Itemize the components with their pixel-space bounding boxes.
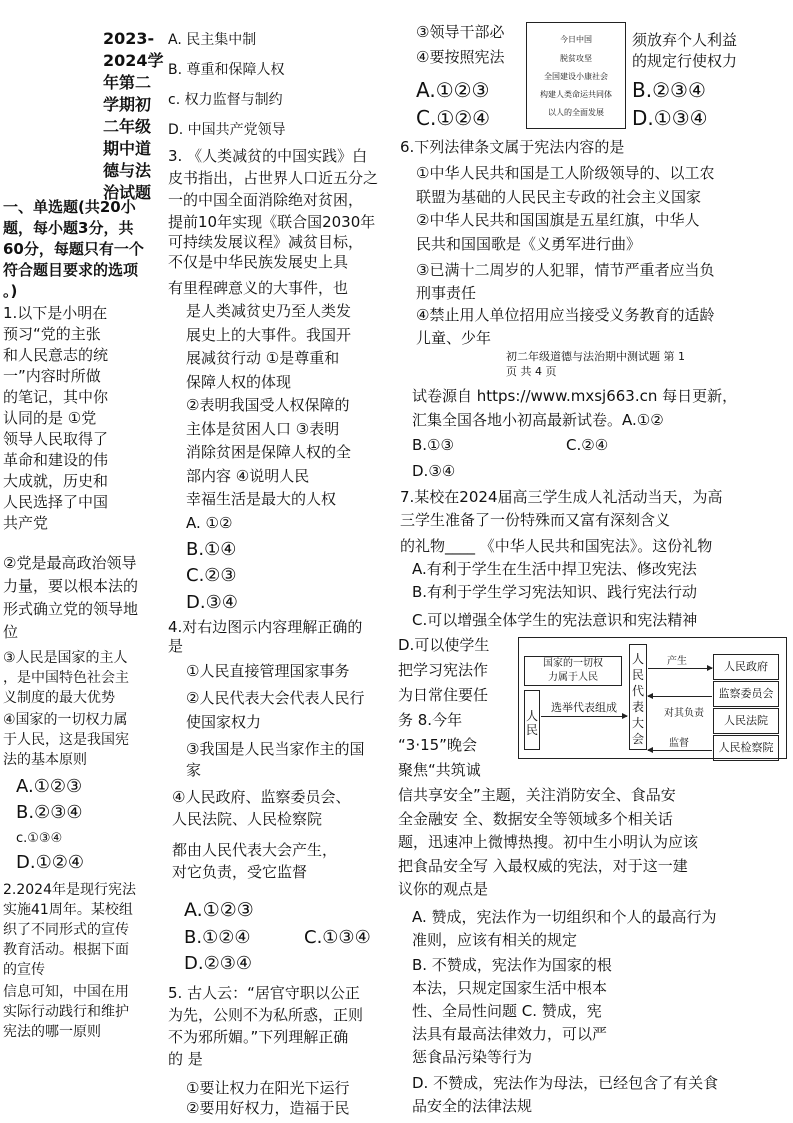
- q4-statement-4: [172, 786, 350, 830]
- text-line: 展史上的大事件。我国开: [186, 325, 352, 344]
- text-line: 儿童、少年: [416, 329, 492, 347]
- q3-option-a[interactable]: A. ①②: [186, 514, 233, 532]
- text-line: 主体是贫困人口 ③表明: [186, 419, 340, 438]
- q6-statement-3: [416, 259, 714, 305]
- q1-statement-4: [3, 710, 129, 770]
- q5-option-b[interactable]: B.②③④: [632, 78, 706, 102]
- q5-statement-2: ②要用好权力，造福于民: [186, 1099, 350, 1117]
- text-line: 力量，要以根本法的: [3, 577, 139, 595]
- text-line: 法的基本原则: [3, 752, 87, 768]
- q8-option-d[interactable]: [412, 1072, 718, 1118]
- text-line: D.可以使学生: [398, 636, 490, 654]
- q3-option-b[interactable]: B.①④: [186, 539, 237, 560]
- q7-option-c[interactable]: C.可以增强全体学生的宪法意识和宪法精神: [412, 611, 698, 629]
- q6-statement-2: [416, 208, 699, 256]
- q2-option-d[interactable]: D. 中国共产党领导: [168, 122, 286, 138]
- diagram-npc-box: [629, 644, 647, 750]
- text-line: 和人民意志的统: [3, 346, 109, 364]
- text-line: 聚焦“共筑诚: [398, 761, 481, 779]
- text-line: 家: [186, 761, 202, 779]
- question-2: [3, 880, 136, 980]
- diagram-election-label: 选举代表组成: [551, 701, 617, 714]
- poster-line: 全国建设小康社会: [544, 72, 608, 81]
- text-line: 准则，应该有相关的规定: [412, 931, 578, 949]
- text-line: 教育活动。根据下面: [3, 942, 129, 958]
- text-line: 信共享安全”主题，关注消防安全、食品安: [398, 786, 676, 804]
- q1-option-b[interactable]: B.②③④: [16, 802, 83, 823]
- title-line: 德与法: [103, 161, 152, 180]
- text-line: 题，迅速冲上微博热搜。初中生小明认为应该: [398, 833, 699, 851]
- q6-option-c[interactable]: C.②④: [566, 436, 609, 454]
- diagram-responsible-label: 对其负责: [664, 708, 704, 719]
- q4-statement-3: [186, 739, 364, 781]
- text-line: 人民检察院: [713, 735, 779, 761]
- q6-option-b[interactable]: B.①③: [412, 436, 454, 454]
- q1-option-c[interactable]: c.①③④: [16, 831, 63, 846]
- question-4: [168, 618, 362, 656]
- text-line: 联盟为基础的人民民主专政的社会主义国家: [416, 188, 702, 206]
- title-line: 期中道: [103, 139, 152, 158]
- q8-option-b-c[interactable]: [412, 954, 612, 1069]
- text-line: 义制度的最大优势: [3, 690, 115, 706]
- text-line: 1.以下是小明在: [3, 304, 108, 322]
- poster-line: 今日中国: [560, 35, 592, 44]
- question-5: [168, 982, 363, 1070]
- text-line: 保障人权的体现: [186, 372, 292, 391]
- text-line: 力属于人民: [548, 672, 598, 683]
- q4-statement-2: [186, 686, 364, 734]
- diagram-people-label: 人民: [526, 709, 539, 737]
- text-line: 不仅是中华民族发展史上具: [168, 253, 349, 271]
- text-line: 展减贫行动 ①是尊重和: [186, 349, 340, 367]
- text-line: B. 不赞成，宪法作为国家的根: [412, 956, 612, 974]
- text-line: 的宣传: [3, 962, 45, 978]
- question-3-cont2: [168, 277, 348, 300]
- text-line: ②党是最高政治领导: [3, 554, 137, 572]
- text-line: 领导人民取得了: [3, 430, 109, 448]
- text-line: ③我国是人民当家作主的国: [186, 740, 365, 758]
- text-line: 法具有最高法律效力，可以严: [412, 1025, 608, 1043]
- text-line: 消除贫困是保障人权的全: [186, 443, 352, 461]
- q1-option-a[interactable]: A.①②③: [16, 776, 83, 797]
- q8-option-a[interactable]: [412, 906, 717, 952]
- question-7-line3: 的礼物____ 《中华人民共和国宪法》。这份礼物: [400, 537, 713, 555]
- q4-statement-1: ①人民直接管理国家事务: [186, 662, 350, 680]
- text-line: ，是中国特色社会主: [3, 670, 129, 686]
- text-line: 有里程碑意义的大事件，也: [168, 279, 349, 297]
- source-note: [412, 384, 737, 432]
- q1-option-d[interactable]: D.①②④: [16, 852, 84, 873]
- q3-option-d[interactable]: D.③④: [186, 592, 238, 613]
- text-line: 人民法院: [713, 708, 779, 734]
- title-line: 年第二: [103, 73, 152, 92]
- text-line: 提前10年实现《联合国2030年: [168, 213, 376, 231]
- diagram-produce-arrow: [648, 668, 712, 669]
- diagram-produce-label: 产生: [667, 656, 687, 667]
- text-line: 可持续发展议程》减贫目标，: [168, 233, 364, 251]
- text-line: 性、全局性问题 C. 赞成，宪: [412, 1002, 602, 1020]
- text-line: ③人民是国家的主人: [3, 650, 128, 666]
- diagram-people-box: [524, 690, 540, 750]
- text-line: A. 赞成，宪法作为一切组织和个人的最高行为: [412, 908, 717, 926]
- q5-statement-3-cont: [632, 30, 737, 72]
- text-line: 大: [631, 716, 644, 730]
- section-line: 题，每小题3分，共: [3, 219, 134, 237]
- text-line: 代: [631, 684, 644, 698]
- page-footer: [506, 349, 685, 379]
- text-line: 实施41周年。某校组: [3, 902, 133, 918]
- text-line: 须放弃个人利益: [632, 31, 738, 49]
- q5-statement-4: ④要按照宪法: [416, 48, 505, 66]
- text-line: 革命和建设的伟: [3, 451, 109, 469]
- text-line: 是人类减贫史乃至人类发: [186, 302, 352, 320]
- q2-options: [168, 25, 286, 145]
- text-line: 一”内容时所做: [3, 367, 101, 385]
- text-line: 部内容 ④说明人民: [186, 466, 310, 485]
- text-line: ④人民政府、监察委员会、: [172, 788, 351, 806]
- text-line: 人: [631, 652, 644, 666]
- text-line: 一的中国全面消除绝对贫困，: [168, 191, 364, 209]
- text-line: 务 8.今年: [398, 711, 463, 729]
- q6-statement-1: [416, 161, 714, 209]
- text-line: “3·15”晚会: [398, 736, 477, 754]
- q4-option-d[interactable]: D.②③④: [184, 953, 252, 974]
- text-line: 7.某校在2024届高三学生成人礼活动当天，为高: [400, 488, 723, 506]
- text-line: 刑事责任: [416, 284, 477, 302]
- text-line: 品安全的法律法规: [412, 1097, 533, 1115]
- text-line: 的规定行使权力: [632, 52, 738, 70]
- text-line: 于人民，这是我国宪: [3, 732, 129, 748]
- text-line: 4.对右边图示内容理解正确的: [168, 618, 363, 636]
- question-3-cont: [168, 212, 375, 272]
- diagram-supervise-label: 监督: [669, 738, 689, 749]
- title-line: 学期初: [103, 95, 152, 114]
- text-line: 3. 《人类减贫的中国实践》白: [168, 147, 368, 165]
- question-1: [3, 303, 108, 534]
- text-line: 国家的一切权: [543, 658, 603, 669]
- question-8: [398, 784, 698, 902]
- poster-image: [526, 22, 626, 129]
- text-line: ①中华人民共和国是工人阶级领导的、以工农: [416, 164, 715, 182]
- text-line: 宪法的哪一原则: [3, 1024, 101, 1040]
- q2-option-b[interactable]: B. 尊重和保障人权: [168, 62, 285, 78]
- footer-line: 初二年级道德与法治期中测试题 第 1: [506, 350, 685, 363]
- q6-statement-4: [416, 304, 714, 350]
- question-2-tail: [3, 982, 129, 1042]
- q4-option-a[interactable]: A.①②③: [184, 899, 254, 921]
- text-line: 信息可知，中国在用: [3, 984, 129, 1000]
- state-power-diagram: [518, 637, 787, 759]
- text-line: 5. 古人云：“居官守职以公正: [168, 984, 360, 1002]
- q1-statement-2: [3, 552, 138, 644]
- text-line: 人民选择了中国: [3, 493, 109, 511]
- text-line: 监察委员会: [713, 681, 779, 707]
- section-line: 60分，每题只有一个: [3, 240, 144, 258]
- question-6: 6.下列法律条文属于宪法内容的是: [400, 138, 625, 156]
- q2-option-c[interactable]: c. 权力监督与制约: [168, 92, 283, 108]
- title-line: 治试题: [103, 183, 152, 202]
- section-line: 一、单选题(共20小: [3, 198, 136, 216]
- text-line: 不为邪所媚。”下列理解正确: [168, 1028, 349, 1046]
- text-line: 对它负责，受它监督: [172, 863, 308, 881]
- text-line: D. 不赞成，宪法作为母法，已经包含了有关食: [412, 1074, 719, 1092]
- text-line: 预习“党的主张: [3, 325, 101, 343]
- text-line: 会: [631, 732, 644, 746]
- q5-statement-1: ①要让权力在阳光下运行: [186, 1079, 350, 1097]
- text-line: 把学习宪法作: [398, 661, 489, 679]
- text-line: 都由人民代表大会产生，: [172, 841, 338, 859]
- text-line: 幸福生活是最大的人权: [186, 490, 337, 508]
- q4-option-b[interactable]: B.①②④: [184, 927, 251, 948]
- text-line: 人民政府: [713, 654, 779, 680]
- q7-option-a[interactable]: A.有利于学生在生活中捍卫宪法、修改宪法: [412, 560, 697, 578]
- text-line: 试卷源自 https://www.mxsj663.cn 每日更新，: [412, 387, 738, 405]
- text-line: 民: [631, 668, 644, 682]
- text-line: 位: [3, 623, 19, 641]
- text-line: 全金融安 全、数据安全等领域多个相关话: [398, 809, 673, 828]
- footer-line: 页 共 4 页: [506, 365, 557, 378]
- poster-line: 构建人类命运共同体: [540, 90, 612, 99]
- q2-option-a[interactable]: A. 民主集中制: [168, 32, 257, 48]
- poster-line: 脱贫攻坚: [560, 54, 592, 63]
- text-line: ③已满十二周岁的人犯罪，情节严重者应当负: [416, 261, 715, 279]
- text-line: 实际行动践行和维护: [3, 1004, 129, 1020]
- text-line: 的笔记，其中你: [3, 388, 109, 406]
- poster-line: 以人的全面发展: [548, 108, 604, 117]
- text-line: ④禁止用人单位招用应当接受义务教育的适龄: [416, 306, 715, 324]
- question-8-start: [398, 733, 481, 783]
- text-line: 惩食品污染等行为: [412, 1048, 533, 1066]
- text-line: 皮书指出，占世界人口近五分之: [168, 169, 379, 187]
- diagram-responsible-arrow: [648, 696, 712, 697]
- q5-option-a[interactable]: A.①②③: [416, 78, 490, 102]
- text-line: 表: [631, 700, 644, 714]
- diagram-election-arrow: [541, 716, 627, 717]
- q5-option-c[interactable]: C.①②④: [416, 106, 491, 130]
- text-line: 2.2024年是现行宪法: [3, 882, 136, 898]
- title-line: 2023-: [103, 29, 155, 48]
- text-line: 把食品安全写 入最权威的宪法，对于这一建: [398, 856, 688, 875]
- text-line: 本法，只规定国家生活中根本: [412, 979, 608, 997]
- text-line: 议你的观点是: [398, 880, 489, 898]
- text-line: ②人民代表大会代表人民行: [186, 689, 365, 707]
- q1-statement-3: [3, 648, 129, 708]
- q4-statement-5: [172, 839, 337, 883]
- text-line: 汇集全国各地小初高最新试卷。A.①②: [412, 411, 664, 429]
- text-line: 是: [168, 637, 184, 655]
- q4-option-c[interactable]: C.①③④: [304, 927, 371, 948]
- text-line: ②中华人民共和国国旗是五星红旗，中华人: [416, 211, 700, 229]
- section-line: 。): [3, 282, 18, 300]
- q5-statement-3: ③领导干部必: [416, 23, 505, 41]
- q7-option-d[interactable]: [398, 633, 489, 733]
- text-line: 形式确立党的领导地: [3, 600, 139, 618]
- text-line: ②表明我国受人权保障的: [186, 396, 350, 414]
- diagram-supervise-arrow: [648, 750, 712, 751]
- text-line: ④国家的一切权力属: [3, 712, 128, 728]
- title-line: 2024学: [103, 51, 164, 70]
- question-3-body: [186, 300, 351, 512]
- diagram-organs-box: [713, 654, 779, 752]
- section-line: 符合题目要求的选项: [3, 261, 139, 279]
- q7-option-b[interactable]: B.有利于学生学习宪法知识、践行宪法行动: [412, 583, 698, 601]
- text-line: 为先，公则不为私所惑，正则: [168, 1006, 364, 1024]
- text-line: 的 是: [168, 1050, 203, 1068]
- text-line: 为日常住要任: [398, 686, 489, 704]
- text-line: 三学生准备了一份特殊而又富有深刻含义: [400, 511, 671, 529]
- text-line: 认同的是 ①党: [3, 409, 97, 427]
- text-line: 使国家权力: [186, 713, 262, 731]
- text-line: 织了不同形式的宣传: [3, 922, 129, 938]
- q3-option-c[interactable]: C.②③: [186, 565, 237, 586]
- exam-title: [103, 28, 164, 204]
- diagram-power-box: [524, 656, 622, 686]
- section-heading: [3, 197, 144, 302]
- text-line: 民共和国国歌是《义勇军进行曲》: [416, 235, 642, 253]
- q5-option-d[interactable]: D.①③④: [632, 106, 708, 130]
- text-line: 共产党: [3, 514, 49, 532]
- question-7: [400, 486, 723, 532]
- q6-option-d[interactable]: D.③④: [412, 462, 456, 480]
- title-line: 二年级: [103, 117, 152, 136]
- text-line: 人民法院、人民检察院: [172, 810, 323, 828]
- text-line: 大成就，历史和: [3, 472, 109, 490]
- question-3: [168, 145, 378, 211]
